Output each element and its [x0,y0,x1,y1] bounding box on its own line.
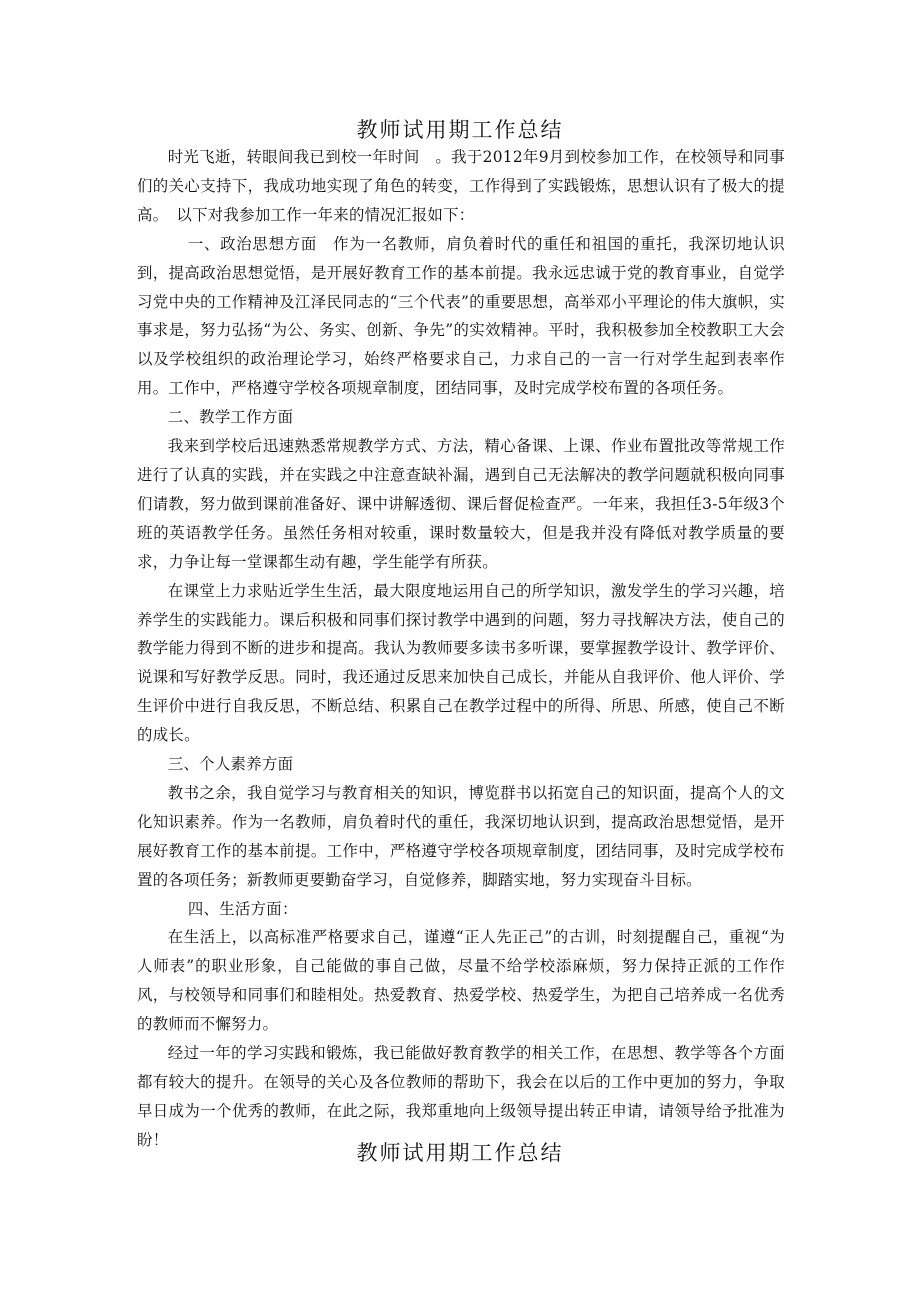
personal-section-heading: 三、个人素养方面 [167,755,294,774]
life-paragraph: 在生活上，以高标准严格要求自己，谨遵“正人先正己”的古训，时刻提醒自己，重视“为人师表”的职业形象，自己能做的事自己做，尽量不给学校添麻烦，努力保持正派的工作作风，与校领导和同事们和睦相处。热爱教育、热爱学校、热爱学生，为把自己培养成一名优秀的教师而不懈努力。 [137,928,785,1034]
intro-paragraph: 时光飞逝，转眼间我已到校一年时间 。我于2012年9月到校参加工作，在校领导和同事们的关心支持下，我成功地实现了角色的转变，工作得到了实践锻炼，思想认识有了极大的提高。 以下对我参加工作一年来的情况汇报如下： [137,148,785,224]
document-title: 教师试用期工作总结 [356,118,564,142]
document-body [137,143,785,1155]
teaching-paragraph-2: 在课堂上力求贴近学生生活，最大限度地运用自己的所学知识，激发学生的学习兴趣，培养学生的实践能力。课后积极和同事们探讨教学中遇到的问题，努力寻找解决方法，使自己的教学能力得到不断的进步和提高。我认为教师要多读书多听课，要掌握教学设计、教学评价、说课和写好教学反思。同时，我还通过反思来加快自己成长，并能从自我评价、他人评价、学生评价中进行自我反思，不断总结、积累自己在教学过程中的所得、所思、所感，使自己不断的成长。 [137,581,785,745]
teaching-paragraph-1: 我来到学校后迅速熟悉常规教学方式、方法，精心备课、上课、作业布置批改等常规工作进行了认真的实践，并在实践之中注意查缺补漏，遇到自己无法解决的教学问题就积极向同事们请教，努力做到课前准备好、课中讲解透彻、课后督促检查严。一年来，我担任3-5年级3个班的英语教学任务。虽然任务相对较重，课时数量较大，但是我并没有降低对教学质量的要求，力争让每一堂课都生动有趣，学生能学有所获。 [137,437,785,571]
teaching-section-heading: 二、教学工作方面 [167,408,294,427]
closing-paragraph: 经过一年的学习实践和锻炼，我已能做好教育教学的相关工作，在思想、教学等各个方面都有较大的提升。在领导的关心及各位教师的帮助下，我会在以后的工作中更加的努力，争取早日成为一个优秀的教师，在此之际，我郑重地向上级领导提出转正申请，请领导给予批准为盼！ [137,1044,785,1149]
life-section-heading: 四、生活方面： [187,899,298,918]
personal-paragraph: 教书之余，我自觉学习与教育相关的知识，博览群书以拓宽自己的知识面，提高个人的文化知识素养。作为一名教师，肩负着时代的重任，我深切地认识到，提高政治思想觉悟，是开展好教育工作的基本前提。工作中，严格遵守学校各项规章制度，团结同事，及时完成学校布置的各项任务；新教师更要勤奋学习，自觉修养，脚踏实地，努力实现奋斗目标。 [137,783,785,889]
political-section-paragraph: 一、政治思想方面 作为一名教师，肩负着时代的重任和祖国的重托，我深切地认识到，提高政治思想觉悟，是开展好教育工作的基本前提。我永远忠诚于党的教育事业，自觉学习党中央的工作精神及江泽民同志的“三个代表”的重要思想，高举邓小平理论的伟大旗帜，实事求是，努力弘扬“为公、务实、创新、争先”的实效精神。平时，我积极参加全校教职工大会以及学校组织的政治理论学习，始终严格要求自己，力求自己的一言一行对学生起到表率作用。工作中，严格遵守学校各项规章制度，团结同事，及时完成学校布置的各项任务。 [137,234,785,398]
second-document-title: 教师试用期工作总结 [356,1141,564,1165]
